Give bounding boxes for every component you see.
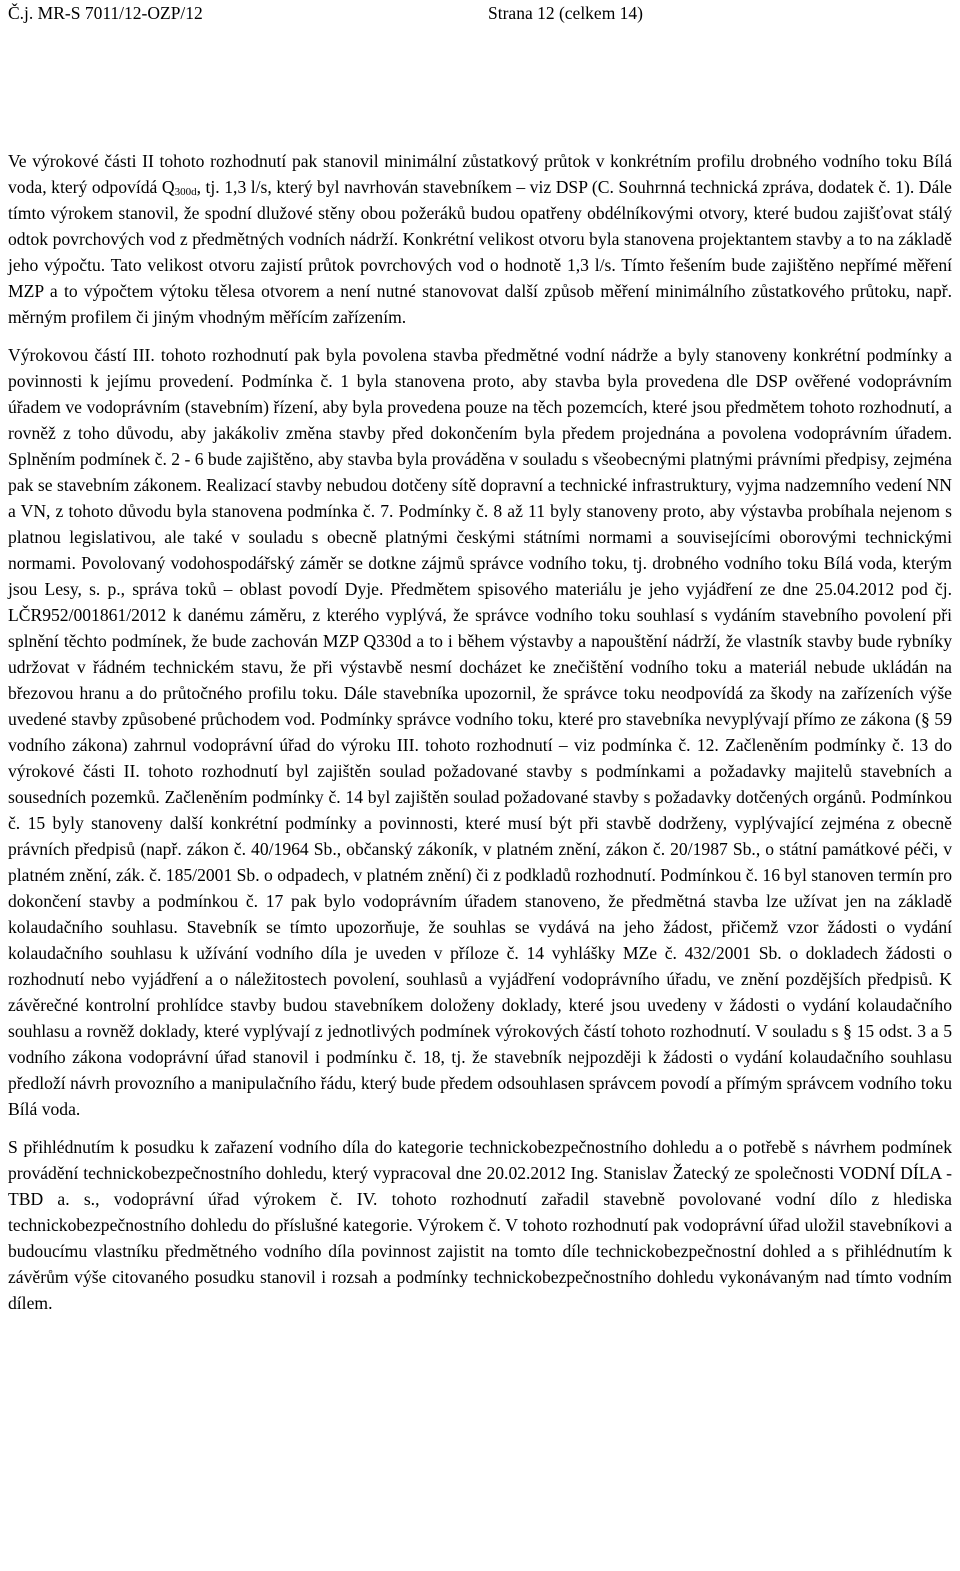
paragraph-building-permit: Výrokovou částí III. tohoto rozhodnutí pak byla povolena stavba předmětné vodní nádrže a byly stanoveny konkrétní podmínky a povinnosti k jejímu provedení. Podmínka č. 1 byla stanovena proto, aby stavba byla provedena dle DSP ověřené vodoprávním úřadem ve vodoprávním (stavebním) řízení, aby byla provedena pouze na těch pozemcích, které jsou předmětem tohoto rozhodnutí, a rovněž z toho důvodu, aby jakákoliv změna stavby před dokončením byla předem projednána a povolena vodoprávním úřadem. Splněním podmínek č. 2 - 6 bude zajištěno, aby stavba byla prováděna v souladu s všeobecnými platnými právními předpisy, zejména pak se stavebním zákonem. Realizací stavby nebudou dotčeny sítě dopravní a technické infrastruktury, vyjma nadzemního vedení NN a VN, z tohoto důvodu byla stanovena podmínka č. 7. Podmínky č. 8 až 11 byly stanoveny proto, aby výstavba probíhala nejenom s platnou legislativou, ale také v souladu s obecně platnými českými státními normami a souvisejícími oborovými technickými normami. Povolovaný vodohospodářský záměr se dotkne zájmů správce vodního toku, tj. drobného vodního toku Bílá voda, kterým jsou Lesy, s. p., správa toků – oblast povodí Dyje. Předmětem spisového materiálu je jeho vyjádření ze dne 25.04.2012 pod čj. LČR952/001861/2012 k danému záměru, z kterého vyplývá, že správce vodního toku souhlasí s vydáním stavebního povolení při splnění těchto podmínek, že bude zachován MZP Q330d a to i během výstavby a napouštění nádrží, že vlastník stavby bude rybníky udržovat v řádném technickém stavu, že při výstavbě nesmí docházet ke znečištění vodního toku a materiál nebude ukládán na březovou hranu a do průtočného profilu toku. Dále stavebníka upozornil, že správce toku neodpovídá za škody na zařízeních výše uvedené stavby způsobené průchodem vod. Podmínky správce vodního toku, které pro stavebníka nevyplývají přímo ze zákona (§ 59 vodního zákona) zahrnul vodoprávní úřad do výroku III. tohoto rozhodnutí – viz podmínka č. 12. Začleněním podmínky č. 13 do výrokové části II. tohoto rozhodnutí byl zajištěn soulad požadované stavby s podmínkami a požadavky majitelů stavebních a sousedních pozemků. Začleněním podmínky č. 14 byl zajištěn soulad požadované stavby s požadavky dotčených orgánů. Podmínkou č. 15 byly stanoveny další konkrétní podmínky a povinnosti, které musí být při stavbě dodrženy, vyplývající zejména z obecně právních předpisů (např. zákon č. 40/1964 Sb., občanský zákoník, v platném znění, zákon č. 20/1987 Sb., o státní památkové péči, v platném znění, zák. č. 185/2001 Sb. o odpadech, v platném znění) či z podkladů rozhodnutí. Podmínkou č. 16 byl stanoven termín pro dokončení stavby a podmínkou č. 17 pak bylo vodoprávním úřadem stanoveno, že předmětná stavba lze užívat jen na základě kolaudačního souhlasu. Stavebník se tímto upozorňuje, že souhlas se vydává na jeho žádost, přičemž vzor žádosti o vydání kolaudačního souhlasu k užívání vodního díla je uveden v příloze č. 14 vyhlášky MZe č. 432/2001 Sb. o dokladech žádosti o rozhodnutí nebo vyjádření a o náležitostech povolení, souhlasů a vyjádření vodoprávního úřadu, ve znění pozdějších předpisů. K závěrečné kontrolní prohlídce stavby budou stavebníkem doloženy doklady, které jsou uvedeny v žádosti o vydání kolaudačního souhlasu a rovněž doklady, které vyplývají z jednotlivých podmínek výrokových částí tohoto rozhodnutí. V souladu s § 15 odst. 3 a 5 vodního zákona vodoprávní úřad stanovil i podmínku č. 18, tj. že stavebník nejpozději k žádosti o vydání kolaudačního souhlasu předloží návrh provozního a manipulačního řádu, který bude předem odsouhlasen správcem povodí a přímým správcem vodního toku Bílá voda. bbox=[8, 345, 952, 1119]
subscript: 300d bbox=[174, 186, 197, 198]
paragraph-text: Ve výrokové části II tohoto rozhodnutí pak stanovil minimální zůstatkový průtok v konkrétním profilu drobného vodního toku Bílá voda, který odpovídá Q bbox=[8, 151, 952, 197]
page-header bbox=[8, 2, 952, 24]
document-reference: Č.j. MR-S 7011/12-OZP/12 bbox=[8, 3, 203, 23]
page-number: Strana 12 (celkem 14) bbox=[488, 3, 644, 23]
paragraph-text: , tj. 1,3 l/s, který byl navrhován stavebníkem – viz DSP (C. Souhrnná technická zpráva, dodatek č. 1). Dále tímto výrokem stanovil, že spodní dlužové stěny obou požeráků budou opatřeny obdélníkovými otvory, které budou zajišťovat stálý odtok povrchových vod z předmětných vodních nádrží. Konkrétní velikost otvoru byla stanovena projektantem stavby a to na základě jeho výpočtu. Tato velikost otvoru zajistí průtok povrchových vod o hodnotě 1,3 l/s. Tímto řešením bude zajištěno nepřímé měření MZP a to výpočtem výtoku tělesa otvorem a není nutné stanovovat další způsob měření minimálního zůstatkového průtoku, např. měrným profilem či jiným vhodným měřícím zařízením. bbox=[8, 177, 952, 327]
paragraph-safety-supervision: S přihlédnutím k posudku k zařazení vodního díla do kategorie technickobezpečnostního dohledu a o potřebě s návrhem podmínek provádění technickobezpečnostního dohledu, který vypracoval dne 20.02.2012 Ing. Stanislav Žatecký ze společnosti VODNÍ DÍLA - TBD a. s., vodoprávní úřad výrokem č. IV. tohoto rozhodnutí zařadil stavebně povolované vodní dílo z hlediska technickobezpečnostního dohledu do příslušné kategorie. Výrokem č. V tohoto rozhodnutí pak vodoprávní úřad uložil stavebníkovi a budoucímu vlastníku předmětného vodního díla povinnost zajistit na tomto díle technickobezpečnostní dohled a s přihlédnutím k závěrům výše citovaného posudku stanovil i rozsah a podmínky technickobezpečnostního dohledu vykonávaným nad tímto vodním dílem. bbox=[8, 1137, 952, 1313]
paragraph-minimum-flow bbox=[8, 148, 952, 330]
document-body bbox=[8, 148, 952, 1316]
